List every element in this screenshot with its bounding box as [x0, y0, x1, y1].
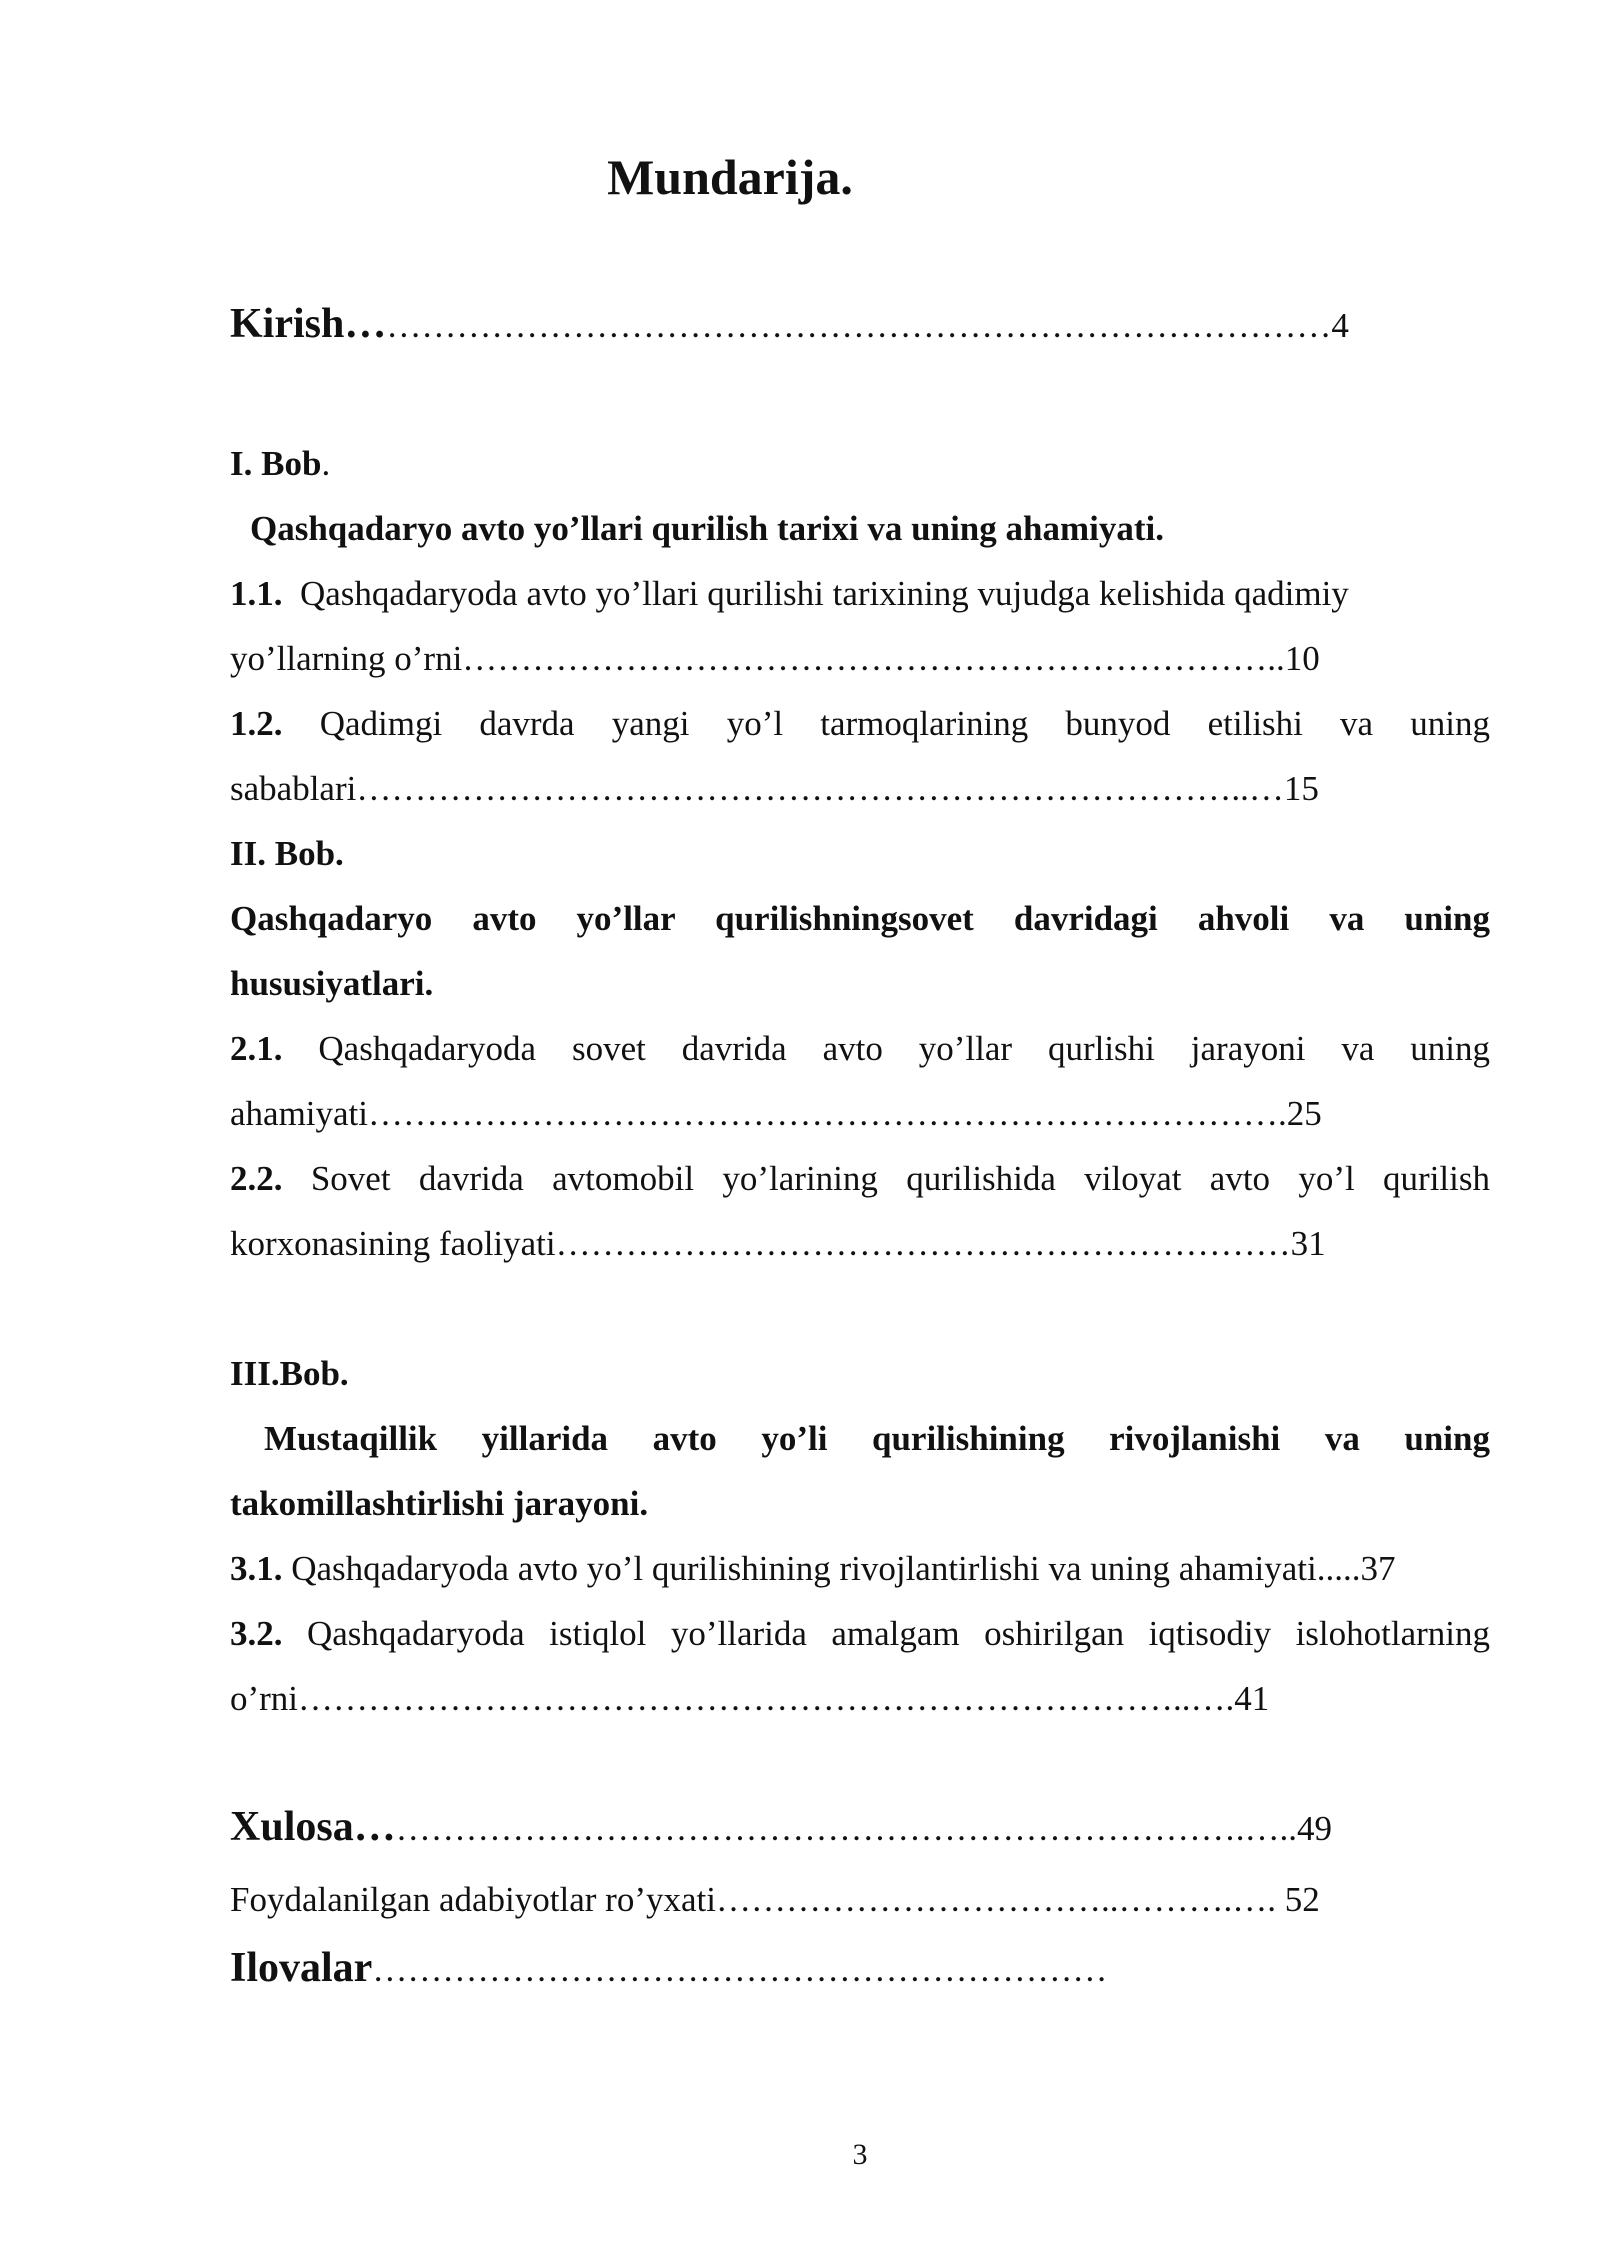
ilovalar-label: Ilovalar — [230, 1945, 373, 1991]
toc-entry-ilovalar — [230, 1944, 1107, 1992]
bob1-heading — [230, 444, 330, 484]
toc-entry-3-1 — [230, 1549, 1396, 1589]
page-title: Mundarija. — [607, 149, 853, 205]
bob1-title: Qashqadaryo avto yo’llari qurilish tarixi va uning ahamiyati. — [250, 509, 1164, 548]
section-3-1-number: 3.1. — [230, 1549, 283, 1588]
toc-entry-1-1-line1 — [230, 574, 1349, 614]
section-1-1-text-line1: Qashqadaryoda avto yo’llari qurilishi tarixining vujudga kelishida qadimiy — [300, 574, 1349, 613]
section-1-2-text-line1: Qadimgi davrda yangi yo’l tarmoqlarining bunyod etilishi va uning — [319, 704, 1490, 743]
toc-entry-3-2-line1 — [230, 1614, 1490, 1654]
page-number: 3 — [852, 2138, 868, 2171]
section-3-1-text-line1: Qashqadaryoda avto yo’l qurilishining rivojlantirlishi va uning ahamiyati.....37 — [291, 1549, 1396, 1588]
ilovalar-dots: ……………………………………………………… — [372, 1950, 1108, 1989]
xulosa-page: 49 — [1296, 1809, 1332, 1848]
kirish-dots: ……………………………………………………………………… — [386, 306, 1332, 345]
section-1-1-text-line2: yo’llarning o’rni……………………………………………………………..10 — [230, 639, 1320, 678]
section-1-2-number: 1.2. — [230, 704, 283, 743]
toc-entry-kirish — [230, 300, 1349, 348]
kirish-page: 4 — [1331, 306, 1349, 345]
section-1-1-number: 1.1. — [230, 574, 283, 613]
toc-entry-2-2-line1 — [230, 1159, 1490, 1199]
section-2-2-text-line2: korxonasining faoliyati………………………………………………………31 — [230, 1224, 1326, 1263]
toc-entry-adabiyotlar: Foydalanilgan adabiyotlar ro’yxati……………………………..……….…. 52 — [230, 1880, 1320, 1919]
bob2-title-line2: hususiyatlari. — [230, 964, 434, 1003]
toc-entry-xulosa — [230, 1803, 1332, 1851]
section-3-2-text-line1: Qashqadaryoda istiqlol yo’llarida amalgam oshirilgan iqtisodiy islohotlarning — [306, 1614, 1491, 1653]
bob1-head-tail: . — [321, 444, 331, 483]
section-1-2-text-line2: sabablari…………………………………………………………………..…15 — [230, 769, 1319, 808]
section-3-2-number: 3.2. — [230, 1614, 283, 1653]
section-2-1-text-line1: Qashqadaryoda sovet davrida avto yo’llar qurlishi jarayoni va uning — [318, 1029, 1491, 1068]
toc-entry-1-2-line1 — [230, 704, 1490, 744]
bob3-head: III.Bob. — [230, 1354, 349, 1393]
kirish-label: Kirish… — [230, 301, 387, 347]
xulosa-label: Xulosa… — [230, 1804, 396, 1850]
section-3-2-text-line2: o’rni…………………………………………………………………..….41 — [230, 1679, 1270, 1718]
bob2-head: II. Bob. — [230, 834, 344, 873]
bob3-title-line1: Mustaqillik yillarida avto yo’li qurilishining rivojlanishi va uning — [264, 1419, 1490, 1458]
xulosa-dots: ……………………………………………………………….….. — [395, 1809, 1297, 1848]
bob2-title-line1: Qashqadaryo avto yo’llar qurilishningsovet davridagi ahvoli va uning — [230, 899, 1490, 938]
bob3-title-line2: takomillashtirlishi jarayoni. — [230, 1484, 649, 1523]
section-2-1-text-line2: ahamiyati…………………………………………………………………….25 — [230, 1094, 1322, 1133]
toc-entry-2-1-line1 — [230, 1029, 1490, 1069]
section-2-1-number: 2.1. — [230, 1029, 283, 1068]
section-2-2-number: 2.2. — [230, 1159, 283, 1198]
bob1-head: I. Bob — [230, 444, 322, 483]
section-2-2-text-line1: Sovet davrida avtomobil yo’larining qurilishida viloyat avto yo’l qurilish — [310, 1159, 1491, 1198]
